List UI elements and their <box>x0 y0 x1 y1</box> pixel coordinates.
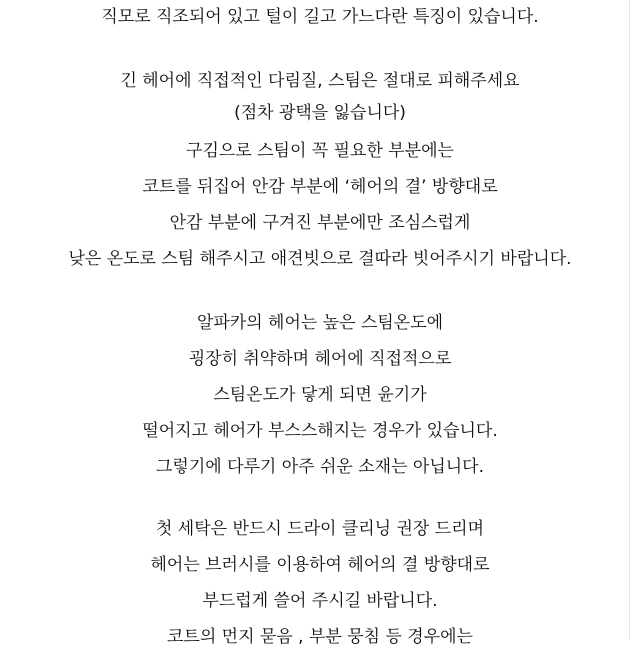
text-line: 첫 세탁은 반드시 드라이 클리닝 권장 드리며 <box>155 519 485 539</box>
text-line: 긴 헤어에 직접적인 다림질, 스팀은 절대로 피해주세요 <box>120 71 520 91</box>
text-line: 코트의 먼지 묻음 , 부분 뭉침 등 경우에는 <box>167 627 473 647</box>
text-line: 부드럽게 쓸어 주시길 바랍니다. <box>202 591 438 611</box>
text-line: 굉장히 취약하며 헤어에 직접적으로 <box>188 349 452 369</box>
text-line: 안감 부분에 구겨진 부분에만 조심스럽게 <box>169 213 471 233</box>
text-line: 구김으로 스팀이 꼭 필요한 부분에는 <box>186 141 454 161</box>
text-line: 그렇기에 다루기 아주 쉬운 소재는 아닙니다. <box>155 457 485 477</box>
text-line: (점차 광택을 잃습니다) <box>234 103 406 123</box>
scrollbar-track[interactable] <box>629 0 640 640</box>
text-line: 떨어지고 헤어가 부스스해지는 경우가 있습니다. <box>142 421 498 441</box>
text-line: 낮은 온도로 스팀 해주시고 애견빗으로 결따라 빗어주시기 바랍니다. <box>68 249 572 269</box>
text-line: 코트를 뒤집어 안감 부분에 ‘헤어의 결’ 방향대로 <box>142 177 498 197</box>
text-line: 헤어는 브러시를 이용하여 헤어의 결 방향대로 <box>150 555 490 575</box>
text-line: 알파카의 헤어는 높은 스팀온도에 <box>196 313 444 333</box>
text-line: 스팀온도가 닿게 되면 윤기가 <box>213 385 427 405</box>
text-line: 직모로 직조되어 있고 털이 길고 가느다란 특징이 있습니다. <box>101 7 539 27</box>
